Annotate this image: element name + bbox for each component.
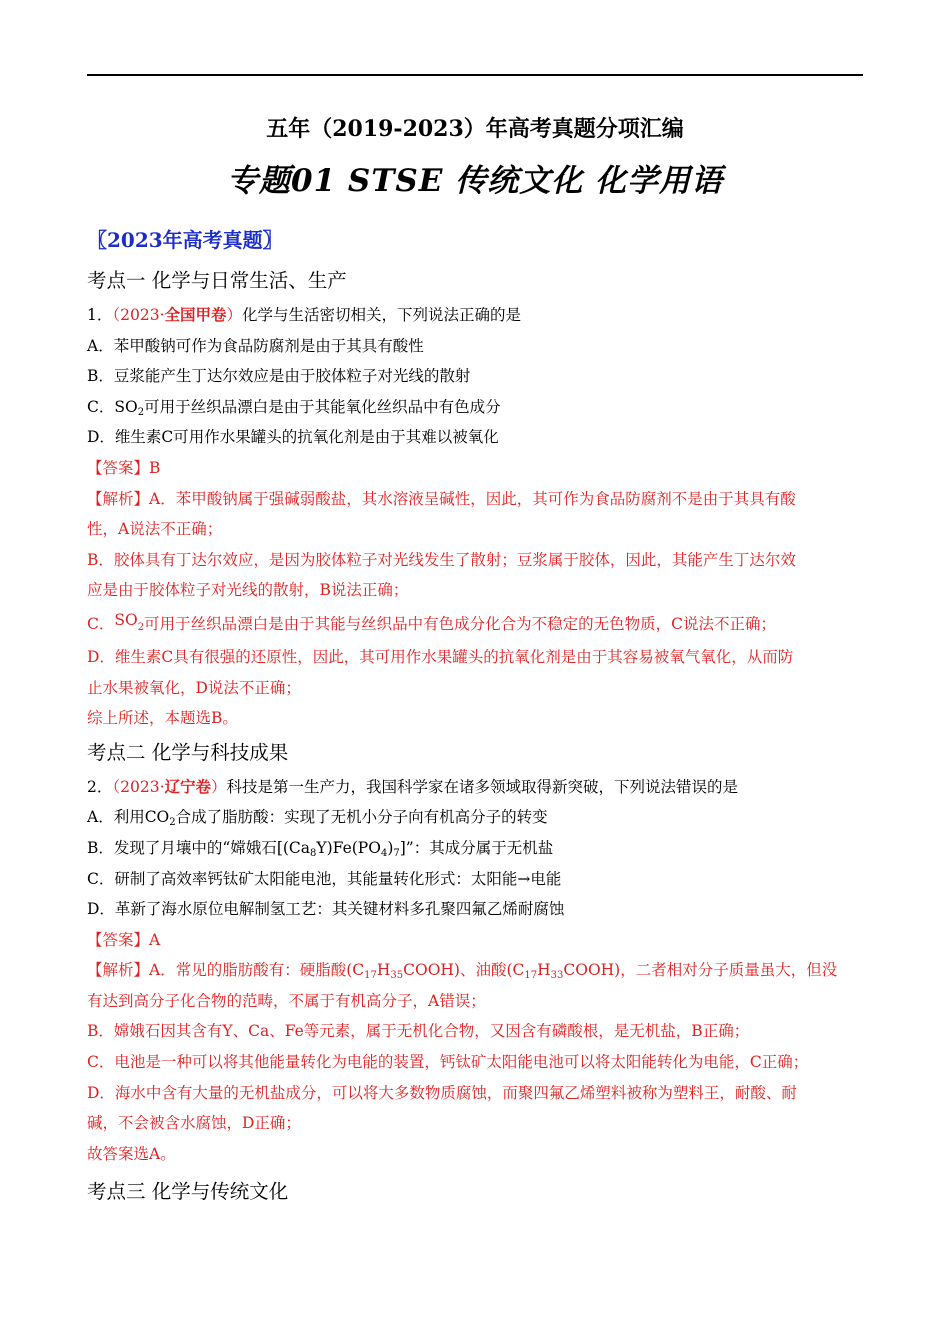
- q1-stem-line: [87, 300, 863, 331]
- question-2: [87, 772, 863, 1170]
- q1-analysis-b-line1: B．胶体具有丁达尔效应，是因为胶体粒子对光线发生了散射；豆浆属于胶体，因此，其能产生丁达尔效: [87, 550, 796, 569]
- section-year-heading: 〖2023年高考真题〗: [87, 228, 283, 252]
- q2-source: （2023·辽宁卷）: [112, 776, 227, 796]
- q1-analysis-c: C．$SO_2$可用于丝织品漂白是由于其能与丝织品中有色成分化合为不稳定的无色物质，C说法不正确；: [87, 610, 776, 633]
- q1-option-a: A．苯甲酸钠可作为食品防腐剂是由于其具有酸性: [87, 336, 424, 355]
- document-subtitle: 专题01 STSE 传统文化 化学用语: [227, 163, 723, 199]
- q2-answer: 【答案】A: [87, 930, 161, 949]
- q1-source: （2023·全国甲卷）: [112, 305, 243, 324]
- q1-answer: 【答案】B: [87, 458, 161, 477]
- q1-analysis-d-line1: D．维生素C具有很强的还原性，因此，其可用作水果罐头的抗氧化剂是由于其容易被氧气氧化，从而防: [87, 647, 794, 666]
- q2-analysis-c: C．电池是一种可以将其他能量转化为电能的装置，钙钛矿太阳能电池可以将太阳能转化为电能，C正确；: [87, 1053, 809, 1072]
- document-title: 五年（2019-2023）年高考真题分项汇编: [266, 116, 684, 142]
- document-body: [87, 222, 863, 1211]
- q1-analysis-d-line2: 止水果被氧化，D说法不正确；: [87, 678, 301, 697]
- kd3-heading: 考点三 化学与传统文化: [87, 1180, 289, 1204]
- kd2-heading: 考点二 化学与科技成果: [87, 740, 289, 764]
- q1-conclusion: 综上所述，本题选B。: [87, 709, 238, 728]
- q2-option-d: D．革新了海水原位电解制氢工艺：其关键材料多孔聚四氟乙烯耐腐蚀: [87, 900, 565, 919]
- q2-option-a: A．利用$CO_2$合成了脂肪酸：实现了无机小分子向有机高分子的转变: [87, 808, 548, 829]
- q2-analysis-a-line1: 【解析】A．常见的脂肪酸有：硬脂酸$(C_{17}H_{35}COOH)$、油酸$(C_{17}H_{33}COOH)$，二者相对分子质量虽大，但没: [87, 961, 838, 982]
- q2-analysis-d-line2: 碱，不会被含水腐蚀，D正确；: [87, 1114, 301, 1133]
- q2-number: 2．: [87, 777, 113, 796]
- q1-number: 1．: [87, 306, 113, 324]
- q1-option-c: C．$SO_2$可用于丝织品漂白是由于其能氧化丝织品中有色成分: [87, 397, 501, 418]
- q1-option-b: B．豆浆能产生丁达尔效应是由于胶体粒子对光线的散射: [87, 367, 471, 386]
- q2-conclusion: 故答案选A。: [87, 1144, 176, 1163]
- kd1-heading: 考点一 化学与日常生活、生产: [87, 269, 347, 292]
- q2-analysis-b: B．嫦娥石因其含有Y、Ca、Fe等元素，属于无机化合物，又因含有磷酸根，是无机盐，B正确；: [87, 1022, 750, 1041]
- q2-stem-line: [87, 772, 863, 803]
- q1-analysis-b-line2: 应是由于胶体粒子对光线的散射，B说法正确；: [87, 581, 409, 600]
- q1-option-d: D．维生素C可用作水果罐头的抗氧化剂是由于其难以被氧化: [87, 428, 499, 447]
- q2-option-b: B．发现了月壤中的“嫦娥石$[(Ca_8Y)Fe(PO_4)_7]$”：其成分属于无机盐: [87, 838, 554, 859]
- q2-stem: 科技是第一生产力，我国科学家在诸多领域取得新突破，下列说法错误的是: [226, 777, 739, 796]
- q2-analysis-a-line2: 有达到高分子化合物的范畴，不属于有机高分子，A错误；: [87, 991, 486, 1010]
- q1-analysis-a-line1: 【解析】A．苯甲酸钠属于强碱弱酸盐，其水溶液呈碱性，因此，其可作为食品防腐剂不是由于其具有酸: [87, 489, 796, 508]
- q1-analysis-a-line2: 性，A说法不正确；: [87, 520, 223, 539]
- question-1: [87, 300, 863, 734]
- header-rule: [87, 74, 863, 76]
- q1-stem: 化学与生活密切相关，下列说法正确的是: [242, 306, 522, 324]
- q2-option-c: C．研制了高效率钙钛矿太阳能电池，其能量转化形式：太阳能→电能: [87, 869, 562, 888]
- q2-analysis-d-line1: D．海水中含有大量的无机盐成分，可以将大多数物质腐蚀，而聚四氟乙烯塑料被称为塑料王，耐酸、耐: [87, 1083, 797, 1102]
